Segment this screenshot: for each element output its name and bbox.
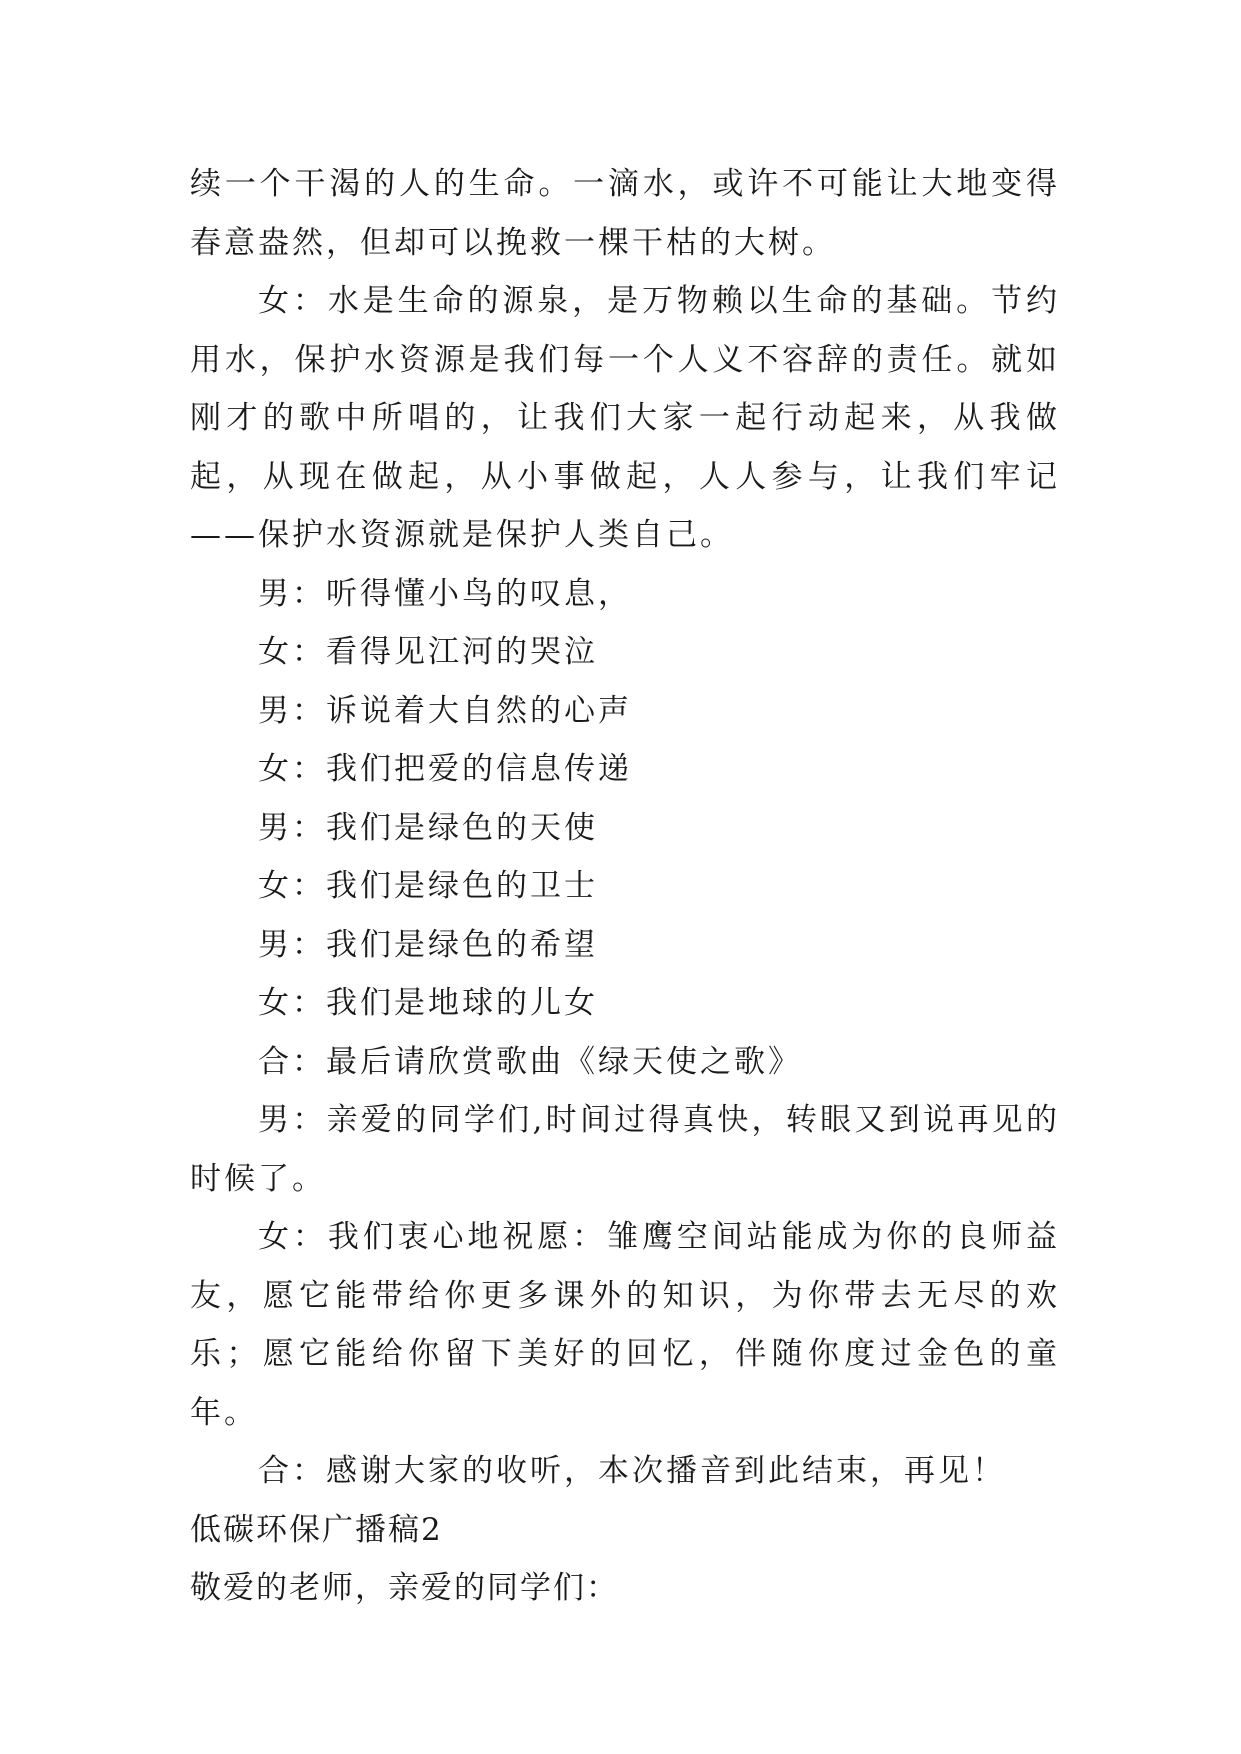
paragraph: 男：诉说着大自然的心声: [258, 692, 632, 729]
paragraph: 续一个干渴的人的生命。一滴水，或许不可能让大地变得春意盎然，但却可以挽救一棵干枯的大树。: [190, 166, 1060, 261]
section-title: 低碳环保广播稿2: [190, 1511, 443, 1548]
paragraph: 女：我们是地球的儿女: [258, 985, 598, 1021]
paragraph: 合：最后请欣赏歌曲《绿天使之歌》: [258, 1043, 802, 1080]
paragraph: 女：我们是绿色的卫士: [258, 868, 598, 904]
paragraph: 男：我们是绿色的希望: [258, 926, 598, 963]
paragraph: 女：看得见江河的哭泣: [258, 634, 598, 670]
paragraph: 合：感谢大家的收听，本次播音到此结束，再见！: [258, 1453, 1006, 1489]
document-body: [190, 155, 1060, 1618]
greeting-line: 敬爱的老师，亲爱的同学们：: [190, 1570, 619, 1606]
paragraph: 女：我们衷心地祝愿：雏鹰空间站能成为你的良师益友，愿它能带给你更多课外的知识，为你带去无尽的欢乐；愿它能给你留下美好的回忆，伴随你度过金色的童年。: [190, 1219, 1060, 1431]
paragraph: 女：我们把爱的信息传递: [258, 751, 632, 787]
paragraph: 男：我们是绿色的天使: [258, 809, 598, 846]
paragraph: 女：水是生命的源泉，是万物赖以生命的基础。节约用水，保护水资源是我们每一个人义不容辞的责任。就如刚才的歌中所唱的，让我们大家一起行动起来，从我做起，从现在做起，从小事做起，人人参与，让我们牢记——保护水资源就是保护人类自己。: [190, 283, 1060, 553]
paragraph: 男：听得懂小鸟的叹息，: [258, 575, 632, 612]
paragraph: 男：亲爱的同学们,时间过得真快，转眼又到说再见的时候了。: [190, 1102, 1060, 1197]
